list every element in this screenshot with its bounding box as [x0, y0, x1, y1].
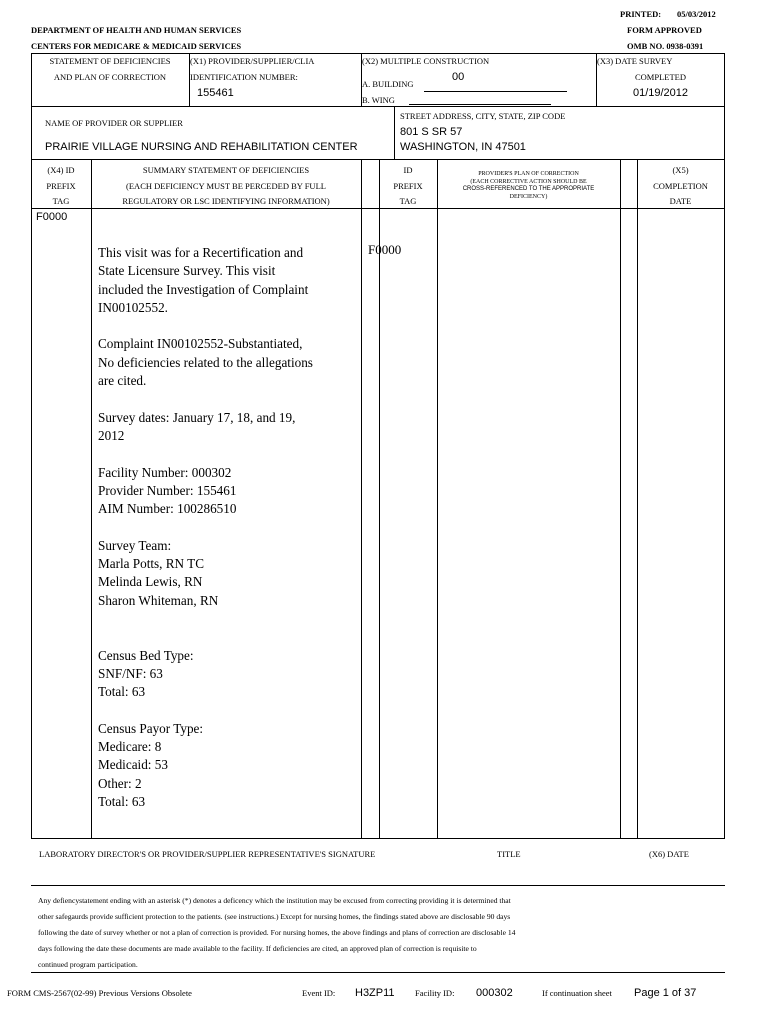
left-tag: F0000	[36, 211, 68, 223]
paragraph	[98, 464, 360, 519]
plan-label-1: PROVIDER'S PLAN OF CORRECTION	[478, 171, 579, 177]
text-line: Melinda Lewis, RN	[98, 574, 203, 590]
x5-label-1: (X5)	[672, 165, 689, 175]
text-line: 2012	[98, 427, 125, 443]
id-label-1: ID	[403, 165, 413, 175]
building-value: 00	[452, 71, 465, 83]
event-id-value: H3ZP11	[355, 987, 395, 999]
disclaimer-line: days following the date these documents are made available to the facility. If deficiencies are cited, an approved plan of correction is requisite to	[38, 944, 477, 953]
survey-date-value: 01/19/2012	[632, 87, 689, 99]
address-line-1: 801 S SR 57	[400, 126, 463, 138]
x1-label-2: IDENTIFICATION NUMBER:	[190, 72, 298, 82]
text-line: Survey Team:	[98, 537, 172, 553]
x2-label: (X2) MULTIPLE CONSTRUCTION	[362, 56, 490, 66]
x6-date-label: (X6) DATE	[649, 849, 689, 859]
text-line: IN00102552.	[98, 299, 168, 315]
plan-label-3: CROSS-REFERENCED TO THE APPROPRIATE	[462, 186, 595, 192]
text-line: Facility Number: 000302	[98, 464, 232, 480]
text-line: Total: 63	[98, 684, 146, 700]
text-line: SNF/NF: 63	[98, 665, 163, 681]
form-number: FORM CMS-2567(02-99) Previous Versions Obsolete	[7, 988, 192, 998]
summary-label-3: REGULATORY OR LSC IDENTIFYING INFORMATION)	[122, 196, 330, 206]
provider-name-label: NAME OF PROVIDER OR SUPPLIER	[45, 118, 183, 128]
event-id-label: Event ID:	[302, 988, 336, 998]
paragraph	[98, 720, 360, 811]
omb-number: OMB NO. 0938-0391	[627, 41, 704, 51]
text-line: Survey dates: January 17, 18, and 19,	[98, 409, 296, 425]
paragraph	[98, 647, 360, 702]
text-line: AIM Number: 100286510	[98, 501, 237, 517]
paragraph	[98, 335, 360, 390]
text-line: Census Bed Type:	[98, 647, 194, 663]
plan-label-4: DEFICIENCY)	[509, 194, 548, 200]
text-line: No deficiencies related to the allegations	[98, 354, 313, 370]
address-line-2: WASHINGTON, IN 47501	[400, 141, 526, 153]
text-line: Marla Potts, RN TC	[98, 556, 204, 572]
form-approved: FORM APPROVED	[627, 25, 702, 35]
page-number: Page 1 of 37	[634, 987, 697, 999]
x5-label-2: COMPLETION	[653, 181, 708, 191]
x1-label-1: (X1) PROVIDER/SUPPLIER/CLIA	[190, 56, 315, 66]
x3-label-1: (X3) DATE SURVEY	[597, 56, 673, 66]
provider-name-value: PRAIRIE VILLAGE NURSING AND REHABILITATION CENTER	[45, 141, 358, 153]
text-line: Provider Number: 155461	[98, 482, 237, 498]
provider-id-value: 155461	[197, 87, 234, 99]
department-heading: DEPARTMENT OF HEALTH AND HUMAN SERVICES	[31, 25, 242, 35]
statement-label-2: AND PLAN OF CORRECTION	[53, 72, 167, 82]
text-line: Complaint IN00102552-Substantiated,	[98, 336, 303, 352]
text-line: Total: 63	[98, 793, 146, 809]
text-line: included the Investigation of Complaint	[98, 281, 309, 297]
summary-label-1: SUMMARY STATEMENT OF DEFICIENCIES	[142, 165, 310, 175]
paragraph	[98, 409, 360, 446]
wing-label: B. WING	[362, 95, 395, 105]
text-line: Census Payor Type:	[98, 720, 204, 736]
facility-id-value: 000302	[476, 987, 513, 999]
x3-label-2: COMPLETED	[635, 72, 686, 82]
deficiency-summary	[98, 244, 360, 811]
title-label: TITLE	[497, 849, 521, 859]
id-label-2: PREFIX	[393, 181, 423, 191]
x4-label-3: TAG	[52, 196, 70, 206]
text-line: Other: 2	[98, 775, 142, 791]
signature-label: LABORATORY DIRECTOR'S OR PROVIDER/SUPPLIER REPRESENTATIVE'S SIGNATURE	[39, 849, 376, 859]
text-line: are cited.	[98, 373, 147, 389]
disclaimer-line: other safegaurds provide sufficient protection to the patients. (see instructions.) Except for nursing homes, the findings stated above are disclosable 90 days	[38, 912, 511, 921]
plan-label-2: (EACH CORRECTIVE ACTION SHOULD BE	[470, 179, 587, 185]
text-line: This visit was for a Recertification and	[98, 245, 304, 260]
id-label-3: TAG	[399, 196, 417, 206]
text-line: Medicaid: 53	[98, 757, 168, 773]
disclaimer-line: continued program participation.	[38, 960, 138, 969]
printed-label: PRINTED:	[620, 9, 662, 19]
building-label: A. BUILDING	[362, 79, 414, 89]
x5-label-3: DATE	[669, 196, 692, 206]
disclaimer-line: Any defiencystatement ending with an asterisk (*) denotes a deficency which the institution may be excused from correcting providing it is determined that	[38, 896, 511, 905]
summary-label-2: (EACH DEFICIENCY MUST BE PERCEDED BY FULL	[126, 181, 326, 191]
disclaimer	[38, 893, 718, 973]
x4-label-2: PREFIX	[46, 181, 76, 191]
right-tag: F0000	[368, 242, 402, 257]
centers-heading: CENTERS FOR MEDICARE & MEDICAID SERVICES	[31, 41, 242, 51]
paragraph	[98, 244, 360, 317]
facility-id-label: Facility ID:	[415, 988, 455, 998]
text-line: Medicare: 8	[98, 739, 162, 755]
text-line: State Licensure Survey. This visit	[98, 263, 276, 279]
statement-label-1: STATEMENT OF DEFICIENCIES	[49, 56, 171, 66]
text-line: Sharon Whiteman, RN	[98, 592, 219, 608]
printed-date: 05/03/2012	[677, 9, 716, 19]
address-label: STREET ADDRESS, CITY, STATE, ZIP CODE	[400, 111, 566, 121]
x4-label-1: (X4) ID	[47, 165, 75, 175]
paragraph	[98, 537, 360, 610]
continuation-label: If continuation sheet	[542, 988, 612, 998]
disclaimer-line: following the date of survey whether or not a plan of correction is provided. For nursing homes, the above findings and plans of correction are disclosable 14	[38, 928, 516, 937]
